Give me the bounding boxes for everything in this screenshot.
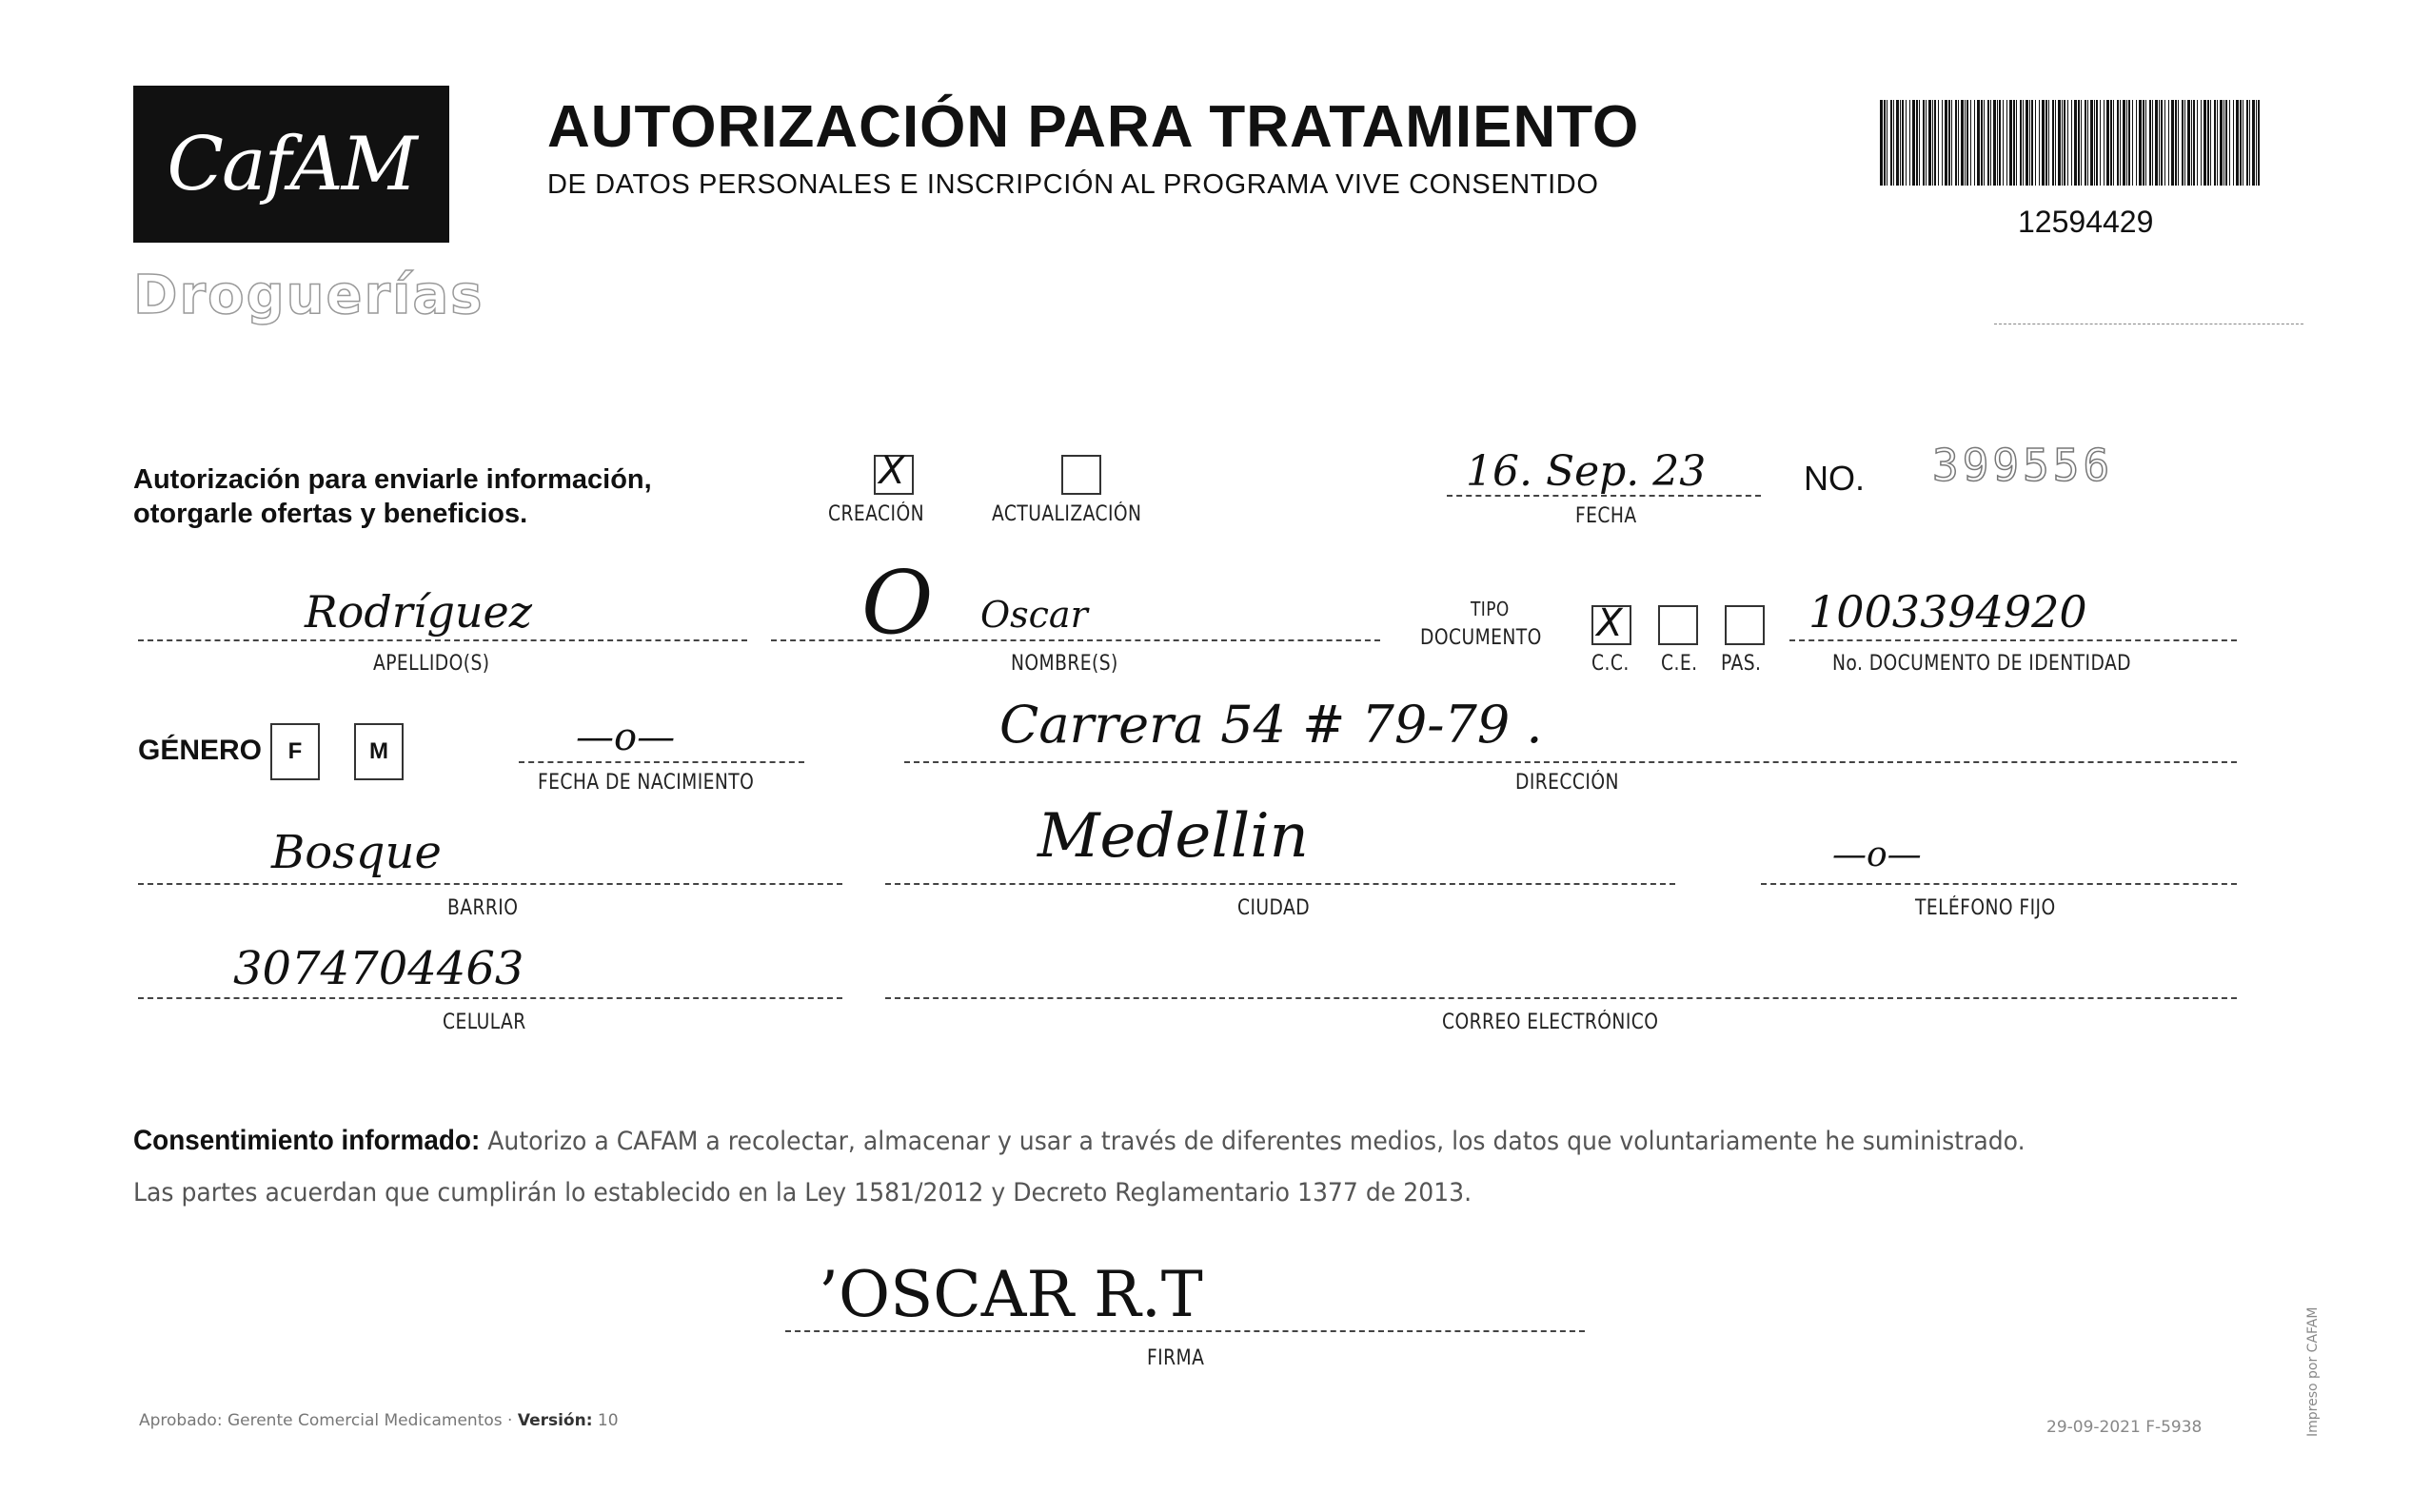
firma-value[interactable]: ’OSCAR R.T	[819, 1258, 1203, 1331]
number-label: NO.	[1804, 459, 1866, 498]
barcode-bar	[2064, 100, 2065, 186]
barcode-bar	[2020, 100, 2022, 186]
barcode-bar	[1999, 100, 2001, 186]
footer-approved: Aprobado: Gerente Comercial Medicamentos ·	[139, 1411, 513, 1430]
footer-version-label: Versión:	[517, 1411, 593, 1430]
fecha-label: FECHA	[1575, 504, 1637, 528]
barcode-bar	[1934, 100, 1936, 186]
barcode-bar	[2058, 100, 2061, 186]
barcode-bar	[1923, 100, 1925, 186]
apellido-value[interactable]: Rodríguez	[305, 586, 533, 638]
barcode-bar	[2104, 100, 2105, 186]
barcode-bar	[2229, 100, 2230, 186]
firma-label: FIRMA	[1147, 1346, 1205, 1370]
barrio-label: BARRIO	[447, 896, 519, 920]
barcode-bar	[1993, 100, 1996, 186]
nombre-label: NOMBRE(S)	[1011, 652, 1118, 676]
actualizacion-checkbox[interactable]	[1061, 455, 1101, 495]
barcode-bar	[1955, 100, 1957, 186]
creacion-label: CREACIÓN	[828, 502, 925, 526]
barcode-bar	[2110, 100, 2112, 186]
barcode-bar	[1919, 100, 1920, 186]
form-number: 399556	[1932, 440, 2114, 491]
consent-text	[133, 1115, 2151, 1219]
barcode-bar	[2045, 100, 2047, 186]
barcode-bar	[2126, 100, 2127, 186]
barcode-bar	[1916, 100, 1918, 186]
direccion-line	[904, 761, 2237, 763]
barcode-number: 12594429	[2018, 205, 2154, 239]
apellido-label: APELLIDO(S)	[373, 652, 490, 676]
celular-line	[138, 997, 842, 999]
barcode-bar	[1974, 100, 1975, 186]
ciudad-line	[885, 883, 1675, 885]
pas-label: PAS.	[1721, 652, 1762, 676]
barcode-bar	[1977, 100, 1980, 186]
telefono-value[interactable]: —o—	[1832, 835, 1922, 874]
consent-text-2: Las partes acuerdan que cumplirán lo establecido en la Ley 1581/2012 y Decreto Reglamentario 1377 de 2013.	[133, 1178, 1472, 1208]
barcode-bar	[2023, 100, 2024, 186]
barcode-bar	[1942, 100, 1943, 186]
consent-heading: Consentimiento informado:	[133, 1125, 481, 1156]
barcode-bar	[2096, 100, 2098, 186]
barcode-bar	[2009, 100, 2012, 186]
consent-text-1: Autorizo a CAFAM a recolectar, almacenar y usar a través de diferentes medios, los datos que voluntariamente he suministrado.	[480, 1127, 2026, 1156]
barcode-bar	[2171, 100, 2174, 186]
cafam-logo	[133, 86, 449, 243]
form-title: AUTORIZACIÓN PARA TRATAMIENTO	[547, 94, 1640, 160]
barcode-bar	[1893, 100, 1894, 186]
logo-subtitle: Droguerías	[133, 265, 484, 326]
ciudad-label: CIUDAD	[1237, 896, 1311, 920]
ce-checkbox[interactable]	[1658, 605, 1698, 645]
telefono-line	[1761, 883, 2237, 885]
barcode-bar	[1884, 100, 1886, 186]
barcode-bar	[2161, 100, 2163, 186]
barcode-bar	[2193, 100, 2195, 186]
documento-line	[1789, 639, 2237, 641]
barcode-bar	[2071, 100, 2072, 186]
barcode-bar	[2074, 100, 2077, 186]
barcode-bar	[2016, 100, 2017, 186]
barcode-bar	[2149, 100, 2151, 186]
barrio-value[interactable]: Bosque	[271, 826, 442, 879]
fecha-value: 16. Sep. 23	[1466, 447, 1707, 496]
barcode-bar	[2225, 100, 2227, 186]
barcode-bar	[1938, 100, 1939, 186]
nacimiento-value[interactable]: —o—	[576, 716, 676, 759]
barcode-bar	[1987, 100, 1989, 186]
barcode-bar	[1997, 100, 1998, 186]
barcode-bar	[1990, 100, 1991, 186]
nombre-value[interactable]: Oscar	[980, 594, 1088, 636]
barcode-bar	[2055, 100, 2056, 186]
barcode-bar	[2042, 100, 2045, 186]
barcode-bar	[2164, 100, 2165, 186]
genero-f-label: F	[287, 738, 303, 764]
barrio-line	[138, 883, 842, 885]
barcode-bar	[2223, 100, 2224, 186]
barcode-bar	[1970, 100, 1971, 186]
barcode-bar	[2182, 100, 2184, 186]
genero-m-box[interactable]	[354, 723, 404, 780]
barcode-bar	[2039, 100, 2040, 186]
barcode-bar	[2123, 100, 2125, 186]
barcode-bar	[2013, 100, 2015, 186]
barcode-bar	[1926, 100, 1927, 186]
footer-version-value: 10	[597, 1411, 619, 1430]
barcode-bar	[1966, 100, 1968, 186]
footer-approval	[139, 1411, 619, 1430]
nacimiento-label: FECHA DE NACIMIENTO	[538, 771, 755, 795]
barcode-bar	[2117, 100, 2119, 186]
barcode-bar	[1984, 100, 1985, 186]
barcode-bar	[1906, 100, 1907, 186]
barcode-bar	[1880, 100, 1883, 186]
barcode-bar	[1948, 100, 1950, 186]
logo-text: CafAM	[167, 121, 416, 207]
barcode-bar	[2258, 100, 2260, 186]
ce-label: C.E.	[1661, 652, 1698, 676]
nacimiento-line	[519, 761, 804, 763]
barcode-bar	[2085, 100, 2086, 186]
barcode-bar	[2026, 100, 2028, 186]
barcode-bar	[1958, 100, 1959, 186]
authorization-line-2: otorgarle ofertas y beneficios.	[133, 499, 528, 529]
barcode-bar	[2031, 100, 2033, 186]
barcode-bar	[1890, 100, 1892, 186]
barcode-bar	[1900, 100, 1901, 186]
telefono-label: TELÉFONO FIJO	[1915, 896, 2056, 920]
barcode-bar	[2197, 100, 2198, 186]
barcode-bar	[2090, 100, 2093, 186]
barcode-bar	[2249, 100, 2250, 186]
correo-line	[885, 997, 2237, 999]
documento-label: No. DOCUMENTO DE IDENTIDAD	[1832, 652, 2132, 676]
nombre-initial: O	[861, 552, 934, 654]
barcode-bar	[2145, 100, 2146, 186]
apellido-line	[138, 639, 747, 641]
barcode-bar	[2081, 100, 2082, 186]
barcode-bar	[2178, 100, 2179, 186]
barcode-bar	[2256, 100, 2257, 186]
barcode-bar	[2168, 100, 2169, 186]
barcode-bar	[2159, 100, 2160, 186]
actualizacion-label: ACTUALIZACIÓN	[992, 502, 1142, 526]
barcode-bar	[2052, 100, 2054, 186]
barcode-bar	[2094, 100, 2095, 186]
tipo-label: TIPO	[1471, 598, 1510, 620]
pas-checkbox[interactable]	[1725, 605, 1765, 645]
barcode-bar	[1951, 100, 1952, 186]
genero-m-label: M	[369, 738, 388, 764]
genero-f-box[interactable]	[270, 723, 320, 780]
barcode-bar	[1965, 100, 1966, 186]
barcode-bar	[1896, 100, 1899, 186]
barcode-bar	[2155, 100, 2158, 186]
barcode-bar	[2187, 100, 2190, 186]
barcode-bar	[1981, 100, 1983, 186]
barcode-bar	[1912, 100, 1915, 186]
side-print-text: Impreso por CAFAM	[2305, 1306, 2321, 1437]
footer-date-code: 29-09-2021 F-5938	[2046, 1418, 2203, 1437]
barcode-bar	[1932, 100, 1933, 186]
genero-label: GÉNERO	[138, 735, 263, 766]
barcode-bar	[1961, 100, 1964, 186]
cc-label: C.C.	[1591, 652, 1630, 676]
barcode-bar	[2067, 100, 2068, 186]
barcode-bar	[2207, 100, 2209, 186]
barcode-bar	[2029, 100, 2030, 186]
ciudad-value[interactable]: Medellin	[1038, 801, 1309, 872]
barcode-bar	[2113, 100, 2114, 186]
barcode-bar	[2128, 100, 2130, 186]
barcode-bar	[2214, 100, 2216, 186]
barcode-bar	[1945, 100, 1947, 186]
barcode-bar	[2240, 100, 2242, 186]
barcode-bar	[2217, 100, 2218, 186]
cc-mark: X	[1596, 601, 1623, 645]
documento-type-label: DOCUMENTO	[1420, 626, 1542, 650]
barcode-bar	[2236, 100, 2239, 186]
barcode-bar	[2201, 100, 2202, 186]
barcode-bar	[2048, 100, 2049, 186]
barcode-bar	[2246, 100, 2248, 186]
barcode-bar	[1909, 100, 1910, 186]
form-subtitle: DE DATOS PERSONALES E INSCRIPCIÓN AL PROGRAMA VIVE CONSENTIDO	[547, 169, 1599, 200]
barcode-bar	[2152, 100, 2153, 186]
barcode-bar	[2175, 100, 2177, 186]
barcode-bar	[2003, 100, 2004, 186]
authorization-line-1: Autorización para enviarle información,	[133, 464, 652, 495]
barcode-bar	[2100, 100, 2101, 186]
barcode-bar	[2120, 100, 2121, 186]
correo-label: CORREO ELECTRÓNICO	[1442, 1011, 1659, 1034]
barcode	[1880, 100, 2261, 186]
barcode-bar	[2006, 100, 2007, 186]
barcode-bar	[2210, 100, 2211, 186]
barcode-bar	[2087, 100, 2088, 186]
barcode-bar	[1928, 100, 1931, 186]
barcode-bar	[2136, 100, 2137, 186]
barcode-bar	[1902, 100, 1904, 186]
barcode-bar	[2184, 100, 2185, 186]
celular-label: CELULAR	[443, 1011, 526, 1034]
creacion-mark: X	[879, 449, 905, 493]
documento-value[interactable]: 1003394920	[1808, 586, 2087, 638]
barcode-bar	[2203, 100, 2206, 186]
barcode-bar	[2132, 100, 2133, 186]
barcode-bar	[2035, 100, 2036, 186]
celular-value[interactable]: 3074704463	[233, 942, 524, 995]
barcode-bar	[2191, 100, 2192, 186]
barcode-bar	[2106, 100, 2109, 186]
direccion-label: DIRECCIÓN	[1515, 771, 1619, 795]
barcode-bar	[2143, 100, 2144, 186]
barcode-bar	[2062, 100, 2063, 186]
barcode-bar	[2220, 100, 2223, 186]
barcode-bar	[2252, 100, 2255, 186]
barcode-bar	[2078, 100, 2080, 186]
direccion-value[interactable]: Carrera 54 # 79-79 .	[999, 695, 1543, 755]
barcode-bar	[2233, 100, 2234, 186]
barcode-bar	[2139, 100, 2142, 186]
